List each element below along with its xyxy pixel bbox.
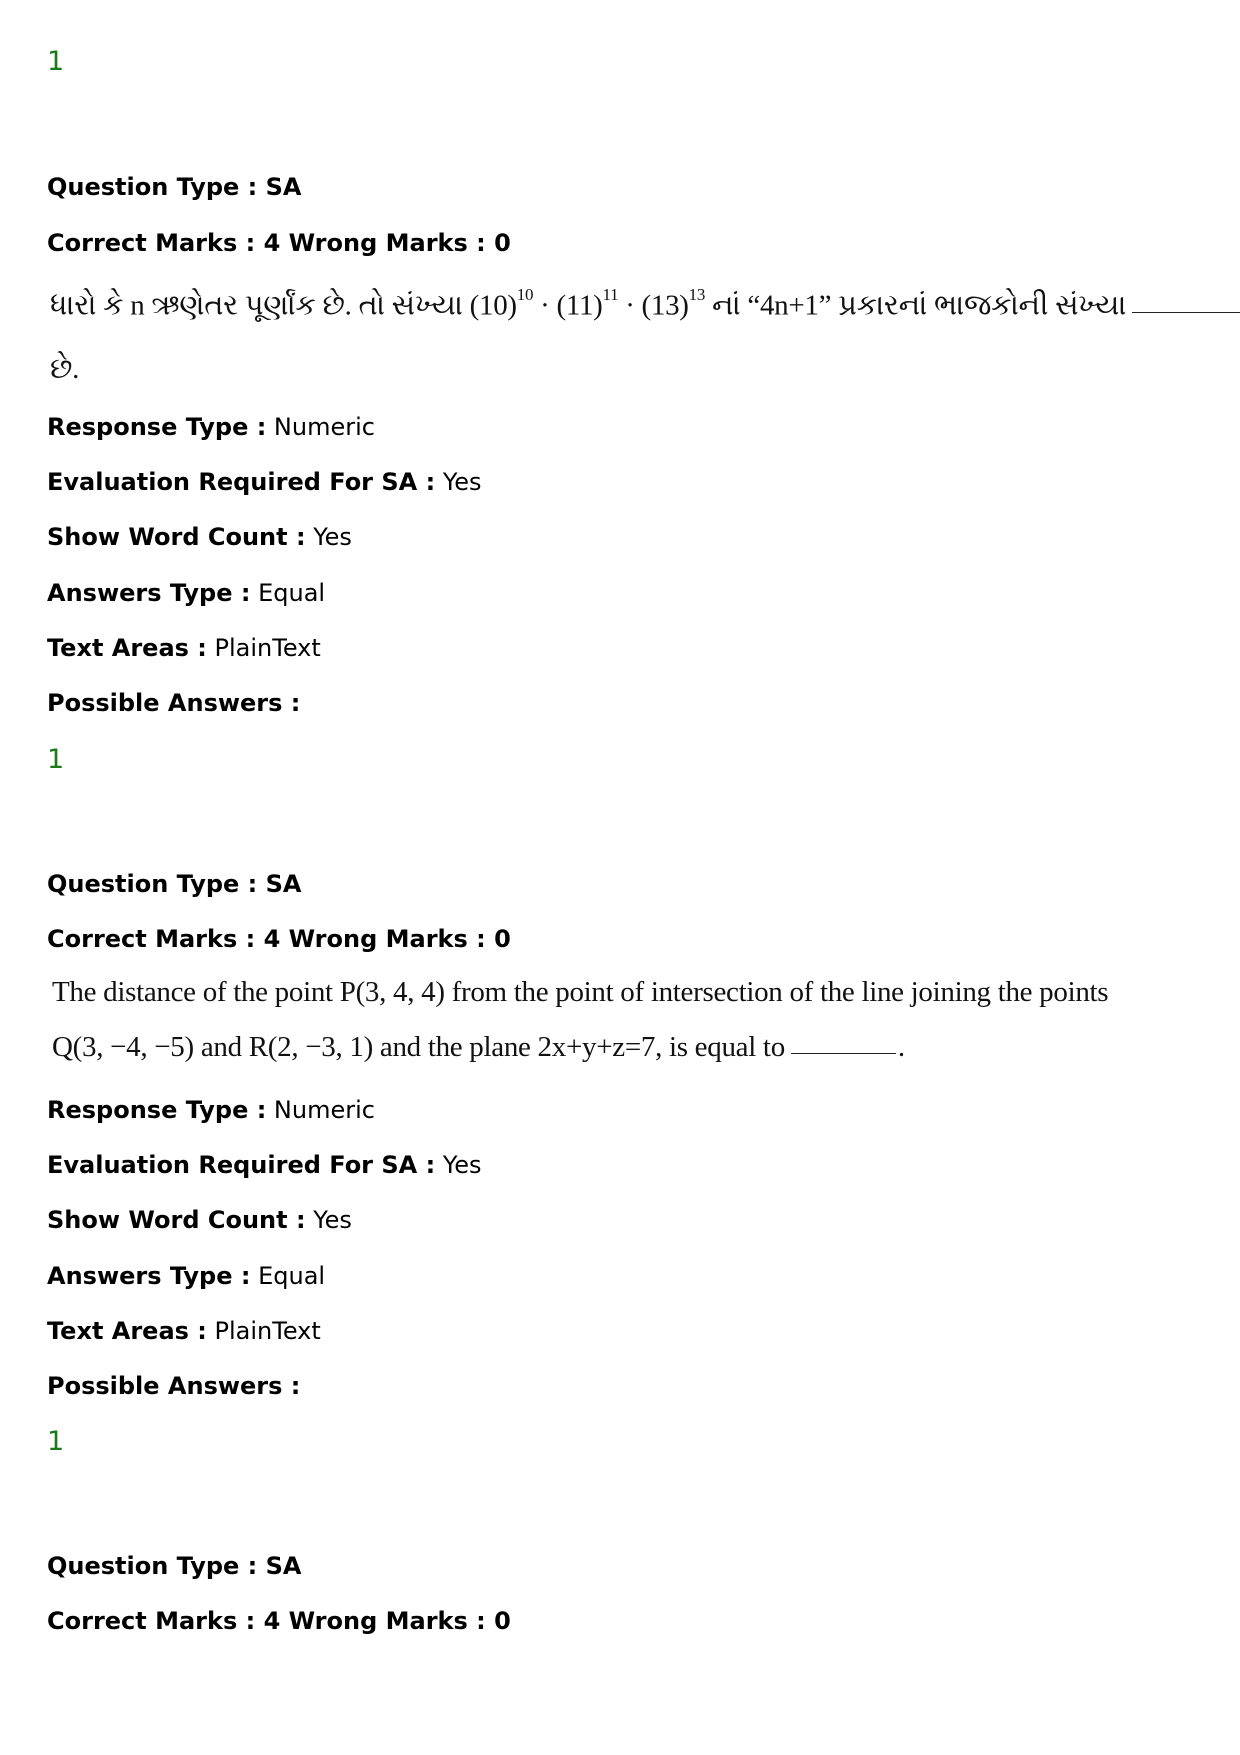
field-value: Yes bbox=[305, 523, 352, 551]
field-label: Text Areas : bbox=[47, 1317, 207, 1345]
field-value: PlainText bbox=[206, 1317, 321, 1345]
question-text-line-1 bbox=[50, 282, 1240, 323]
answer-blank bbox=[1132, 311, 1240, 313]
field-label: Evaluation Required For SA : bbox=[47, 1151, 436, 1179]
field-label: Show Word Count : bbox=[47, 1206, 306, 1234]
field-answers-type bbox=[47, 578, 325, 608]
field-label: Possible Answers : bbox=[47, 689, 301, 717]
field-value: Equal bbox=[250, 579, 326, 607]
question-text-part: . bbox=[897, 1031, 905, 1063]
question-text-part: · (11) bbox=[533, 289, 603, 322]
field-label: Response Type : bbox=[47, 1096, 267, 1124]
question-type-label: Question Type : SA bbox=[47, 870, 302, 898]
question-text-part: નાં “4n+1” પ્રકારનાં ભાજકોની સંખ્યા bbox=[705, 289, 1127, 322]
field-value: Yes bbox=[305, 1206, 352, 1234]
field-value: Yes bbox=[435, 468, 482, 496]
answer-blank bbox=[791, 1052, 896, 1054]
marks-label: Correct Marks : 4 Wrong Marks : 0 bbox=[47, 925, 511, 953]
question-text-part: ધારો કે n ઋણેતર પૂર્ણાંક છે. તો સંખ્યા (10) bbox=[50, 289, 517, 322]
field-value: Numeric bbox=[266, 413, 375, 441]
field-label: Answers Type : bbox=[47, 1262, 251, 1290]
possible-answer-value: 1 bbox=[47, 744, 65, 775]
field-text-areas bbox=[47, 1316, 321, 1346]
field-answers-type bbox=[47, 1261, 325, 1291]
field-value: Yes bbox=[435, 1151, 482, 1179]
field-evaluation-required bbox=[47, 467, 482, 497]
field-label: Evaluation Required For SA : bbox=[47, 468, 436, 496]
field-label: Text Areas : bbox=[47, 634, 207, 662]
field-show-word-count bbox=[47, 1205, 352, 1235]
possible-answer-value: 1 bbox=[47, 1426, 65, 1457]
field-value: Numeric bbox=[266, 1096, 375, 1124]
field-value: Equal bbox=[250, 1262, 326, 1290]
field-label: Answers Type : bbox=[47, 579, 251, 607]
question-type-label: Question Type : SA bbox=[47, 1552, 302, 1580]
field-label: Possible Answers : bbox=[47, 1372, 301, 1400]
question-text-line-1: The distance of the point P(3, 4, 4) from the point of intersection of the line joining the points bbox=[52, 976, 1109, 1008]
field-response-type bbox=[47, 1095, 375, 1125]
exponent: 10 bbox=[516, 285, 534, 304]
field-response-type bbox=[47, 412, 375, 442]
question-text-part: · (13) bbox=[618, 289, 689, 322]
previous-answer-value: 1 bbox=[47, 46, 65, 77]
field-evaluation-required bbox=[47, 1150, 482, 1180]
field-possible-answers bbox=[47, 1371, 300, 1401]
marks-label: Correct Marks : 4 Wrong Marks : 0 bbox=[47, 1607, 511, 1635]
marks-label: Correct Marks : 4 Wrong Marks : 0 bbox=[47, 229, 511, 257]
exponent: 13 bbox=[688, 285, 706, 304]
exponent: 11 bbox=[602, 285, 619, 304]
field-show-word-count bbox=[47, 522, 352, 552]
field-possible-answers bbox=[47, 688, 300, 718]
field-text-areas bbox=[47, 633, 321, 663]
question-text-line-2 bbox=[52, 1030, 905, 1064]
question-type-label: Question Type : SA bbox=[47, 173, 302, 201]
field-label: Show Word Count : bbox=[47, 523, 306, 551]
question-text-line-2: છે. bbox=[50, 353, 80, 385]
field-value: PlainText bbox=[206, 634, 321, 662]
field-label: Response Type : bbox=[47, 413, 267, 441]
question-text-part: Q(3, −4, −5) and R(2, −3, 1) and the plane 2x+y+z=7, is equal to bbox=[52, 1031, 785, 1063]
